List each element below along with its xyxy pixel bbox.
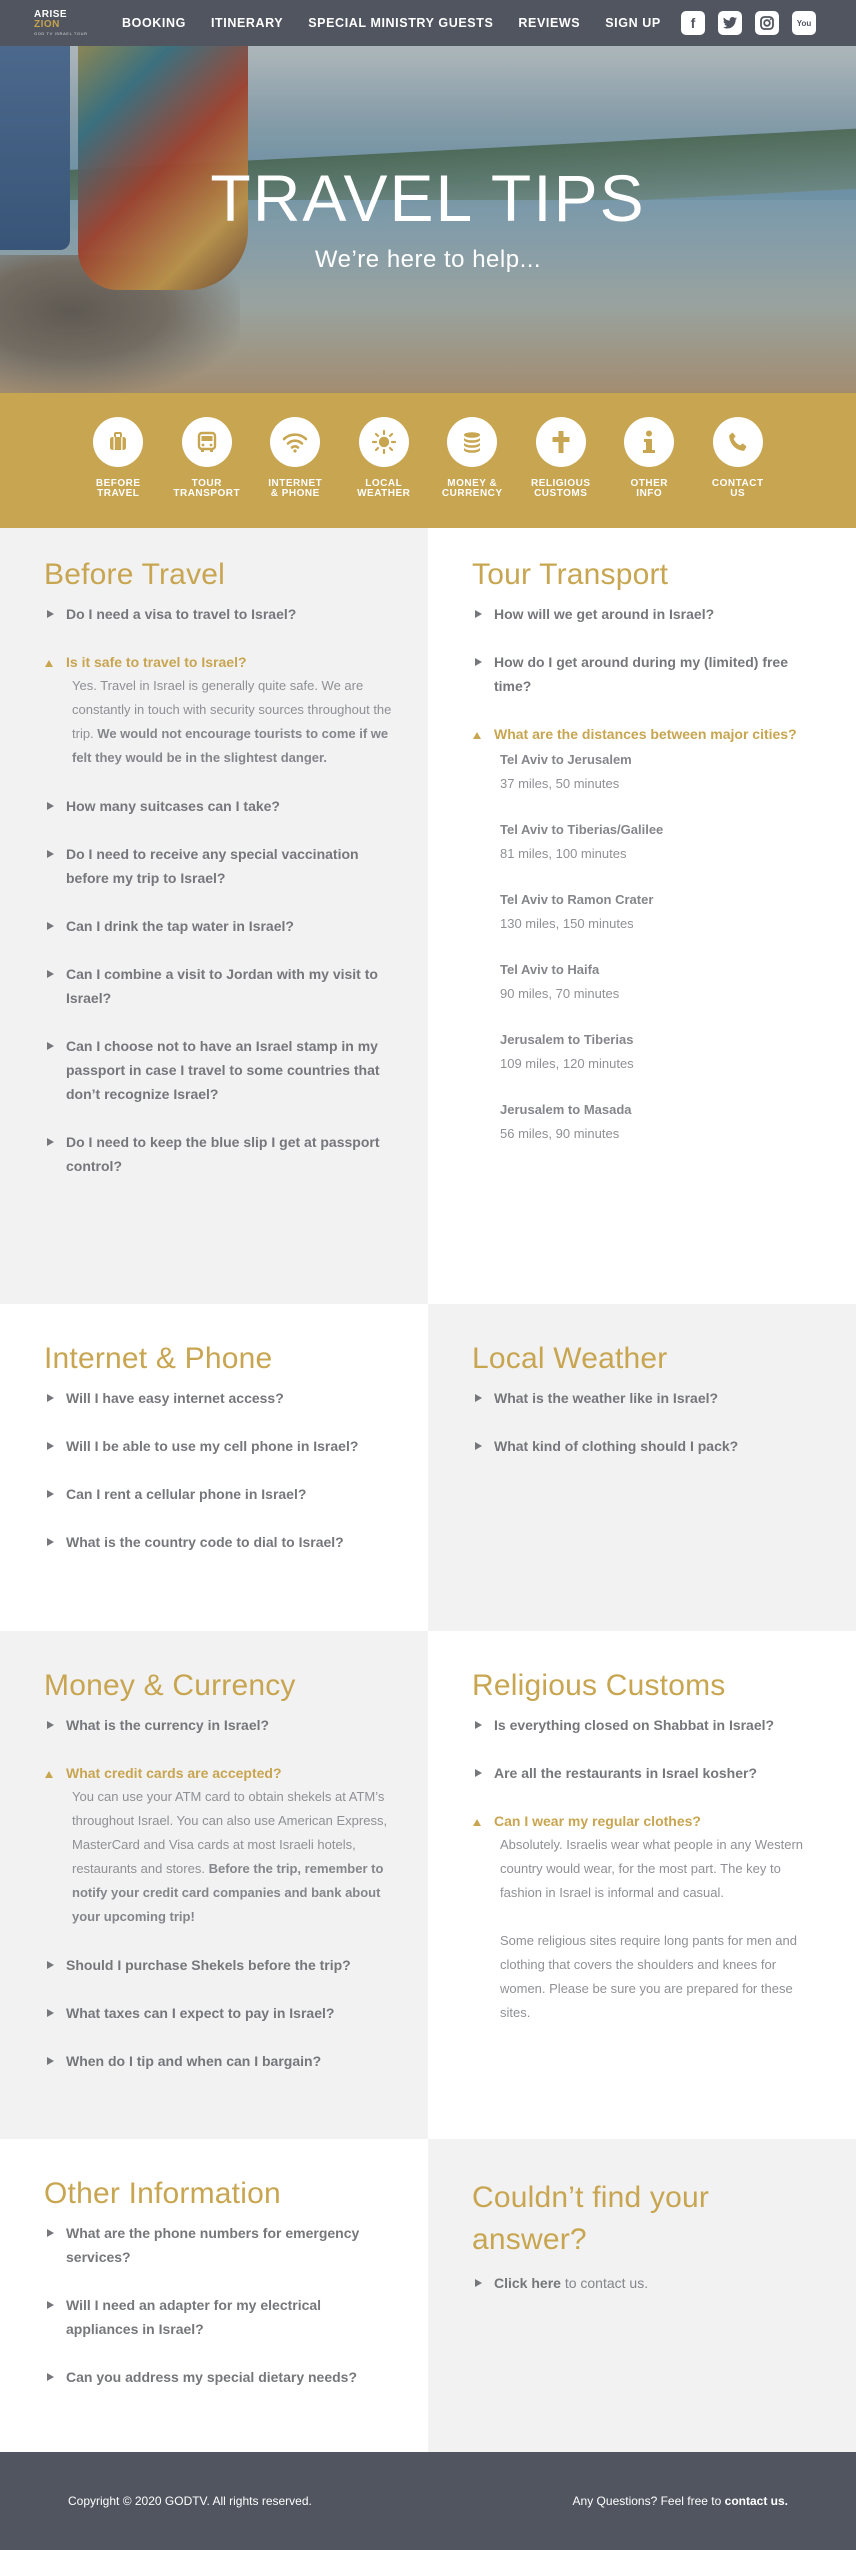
distance-route: Tel Aviv to Jerusalem xyxy=(500,752,632,767)
faq-answer: Some religious sites require long pants for men and clothing that covers the shoulders and knees for women. Please be sure you are prepared for these sites. xyxy=(500,1933,797,2020)
section-religious-customs xyxy=(428,1631,856,2139)
distance-value: 130 miles, 150 minutes xyxy=(500,916,634,931)
category-label-line1: RELIGIOUS xyxy=(530,478,591,489)
distance-item xyxy=(472,818,820,866)
section-title: Religious Customs xyxy=(472,1669,726,1702)
category-icon-bar xyxy=(0,393,856,528)
contact-prompt-text: to contact us. xyxy=(560,2275,649,2291)
category-local-weather[interactable] xyxy=(340,417,429,528)
distance-route: Tel Aviv to Ramon Crater xyxy=(500,892,654,907)
faq-question[interactable]: What is the currency in Israel? xyxy=(44,1713,392,1737)
section-title: Other Information xyxy=(44,2177,281,2210)
category-label-line1: LOCAL xyxy=(365,478,403,489)
faq-question[interactable]: How do I get around during my (limited) free time? xyxy=(472,650,820,698)
category-label-line1: INTERNET xyxy=(268,478,323,489)
youtube-icon[interactable]: You xyxy=(792,11,816,35)
faq-answer-bold: We would not encourage tourists to come if we felt they would be in the slightest danger. xyxy=(72,726,389,765)
faq-question[interactable]: Should I purchase Shekels before the trip? xyxy=(44,1953,392,1977)
logo-sub: GOD TV ISRAEL TOUR xyxy=(34,31,88,36)
click-here-link[interactable]: Click here xyxy=(494,2275,561,2291)
faq-answer-bold: Before the trip, remember to notify your credit card companies and bank about your upcoming trip! xyxy=(72,1861,384,1924)
faq-question[interactable]: Can I combine a visit to Jordan with my visit to Israel? xyxy=(44,962,392,1010)
faq-question[interactable]: What taxes can I expect to pay in Israel? xyxy=(44,2001,392,2025)
nav-special-ministry-guests[interactable]: SPECIAL MINISTRY GUESTS xyxy=(308,16,494,30)
section-not-found xyxy=(428,2139,856,2452)
faq-question[interactable]: Can you address my special dietary needs? xyxy=(44,2365,392,2389)
section-title: Internet & Phone xyxy=(44,1342,273,1375)
category-label-line2: INFO xyxy=(636,488,663,499)
faq-question[interactable]: What is the country code to dial to Israel? xyxy=(44,1530,392,1554)
faq-question-open[interactable]: Is it safe to travel to Israel? xyxy=(44,650,392,674)
nav-sign-up[interactable]: SIGN UP xyxy=(605,16,661,30)
category-before-travel[interactable] xyxy=(74,417,163,528)
phone-icon xyxy=(713,417,763,467)
category-religious-customs[interactable] xyxy=(517,417,606,528)
category-label-line2: TRANSPORT xyxy=(173,488,241,499)
faq-question[interactable]: Do I need to keep the blue slip I get at passport control? xyxy=(44,1130,392,1178)
logo-word: ZION xyxy=(34,19,60,30)
category-label-line2: CUSTOMS xyxy=(534,488,588,499)
bus-icon xyxy=(182,417,232,467)
suitcase-icon xyxy=(93,417,143,467)
wifi-icon xyxy=(270,417,320,467)
faq-answer xyxy=(44,1785,392,1929)
cross-icon xyxy=(536,417,586,467)
section-tour-transport xyxy=(428,528,856,1304)
section-local-weather xyxy=(428,1304,856,1631)
section-title: Local Weather xyxy=(472,1342,668,1375)
faq-answer xyxy=(44,674,392,770)
nav-booking[interactable]: BOOKING xyxy=(122,16,186,30)
coins-icon xyxy=(447,417,497,467)
info-icon xyxy=(624,417,674,467)
top-nav xyxy=(0,0,856,46)
distance-value: 56 miles, 90 minutes xyxy=(500,1126,620,1141)
section-title: Money & Currency xyxy=(44,1669,296,1702)
distance-item xyxy=(472,748,820,796)
main-menu xyxy=(122,16,686,30)
faq-question[interactable]: When do I tip and when can I bargain? xyxy=(44,2049,392,2073)
faq-answer-text: Yes. Travel in Israel is generally quite safe. We are constantly in touch with security sources throughout the trip. xyxy=(72,678,392,741)
faq-question[interactable]: Will I need an adapter for my electrical appliances in Israel? xyxy=(44,2293,392,2341)
section-before-travel xyxy=(0,528,428,1304)
distance-value: 90 miles, 70 minutes xyxy=(500,986,620,1001)
distance-value: 109 miles, 120 minutes xyxy=(500,1056,634,1071)
faq-question[interactable]: Will I have easy internet access? xyxy=(44,1386,392,1410)
faq-question[interactable]: Can I choose not to have an Israel stamp in my passport in case I travel to some countries that don’t recognize Israel? xyxy=(44,1034,392,1106)
faq-answer-text: You can use your ATM card to obtain shekels at ATM’s throughout Israel. You can also use American Express, MasterCard and Visa cards at most Israeli hotels, restaurants and stores. xyxy=(72,1789,388,1876)
category-label-line1: CONTACT xyxy=(711,478,764,489)
facebook-icon[interactable]: f xyxy=(681,11,705,35)
faq-question[interactable]: What kind of clothing should I pack? xyxy=(472,1434,820,1458)
distance-item xyxy=(472,888,820,936)
distance-value: 37 miles, 50 minutes xyxy=(500,776,620,791)
faq-question[interactable]: How will we get around in Israel? xyxy=(472,602,820,626)
hero-subtitle: We’re here to help... xyxy=(314,246,542,273)
faq-question[interactable]: Are all the restaurants in Israel kosher? xyxy=(472,1761,820,1785)
faq-question[interactable]: Can I rent a cellular phone in Israel? xyxy=(44,1482,392,1506)
category-other-info[interactable] xyxy=(605,417,694,528)
site-logo[interactable] xyxy=(34,10,106,36)
footer xyxy=(0,2452,856,2550)
distance-item xyxy=(472,958,820,1006)
section-title: Tour Transport xyxy=(472,558,669,591)
category-label-line2: WEATHER xyxy=(357,488,411,499)
faq-question[interactable]: Do I need a visa to travel to Israel? xyxy=(44,602,392,626)
category-label-line1: MONEY & xyxy=(447,478,498,489)
faq-question[interactable]: Is everything closed on Shabbat in Israel? xyxy=(472,1713,820,1737)
social-links xyxy=(681,11,816,35)
nav-reviews[interactable]: REVIEWS xyxy=(518,16,581,30)
distance-route: Tel Aviv to Haifa xyxy=(500,962,600,977)
section-title: Couldn’t find your answer? xyxy=(472,2181,710,2256)
distance-item xyxy=(472,1028,820,1076)
faq-question-open[interactable]: What are the distances between major cities? xyxy=(472,722,820,746)
faq-question[interactable]: How many suitcases can I take? xyxy=(44,794,392,818)
twitter-icon[interactable] xyxy=(718,11,742,35)
faq-question[interactable]: Do I need to receive any special vaccination before my trip to Israel? xyxy=(44,842,392,890)
contact-prompt xyxy=(472,2271,820,2295)
category-label-line1: TOUR xyxy=(191,478,222,489)
faq-question[interactable]: What is the weather like in Israel? xyxy=(472,1386,820,1410)
instagram-icon[interactable] xyxy=(755,11,779,35)
category-label-line2: CURRENCY xyxy=(441,488,503,499)
distance-item xyxy=(472,1098,820,1146)
category-label-line1: BEFORE xyxy=(95,478,141,489)
faq-question[interactable]: What are the phone numbers for emergency services? xyxy=(44,2221,392,2269)
distance-value: 81 miles, 100 minutes xyxy=(500,846,627,861)
category-label-line1: OTHER xyxy=(630,478,668,489)
distance-route: Jerusalem to Tiberias xyxy=(500,1032,634,1047)
section-internet-phone xyxy=(0,1304,428,1631)
faq-question[interactable]: Will I be able to use my cell phone in Israel? xyxy=(44,1434,392,1458)
faq-question-open[interactable]: Can I wear my regular clothes? xyxy=(472,1809,820,1833)
copyright-text: Copyright © 2020 GODTV. All rights reserved. xyxy=(68,2494,312,2508)
section-other-information xyxy=(0,2139,428,2452)
footer-contact-link[interactable]: contact us. xyxy=(724,2494,788,2508)
footer-question-text: Any Questions? Feel free to xyxy=(572,2494,725,2508)
distance-route: Tel Aviv to Tiberias/Galilee xyxy=(500,822,664,837)
section-title: Before Travel xyxy=(44,558,226,591)
category-tour-transport[interactable] xyxy=(163,417,252,528)
faq-answer: Absolutely. Israelis wear what people in any Western country would wear, for the most part. The key to fashion in Israel is informal and casual. xyxy=(500,1837,804,1900)
category-contact-us[interactable] xyxy=(694,417,783,528)
sun-icon xyxy=(359,417,409,467)
category-label-line2: & PHONE xyxy=(270,488,320,499)
section-money-currency xyxy=(0,1631,428,2139)
faq-question[interactable]: Can I drink the tap water in Israel? xyxy=(44,914,392,938)
footer-question xyxy=(573,2494,788,2508)
category-label-line2: TRAVEL xyxy=(97,488,140,499)
hero-banner xyxy=(0,0,856,393)
nav-itinerary[interactable]: ITINERARY xyxy=(210,16,284,30)
category-money-currency[interactable] xyxy=(428,417,517,528)
distance-route: Jerusalem to Masada xyxy=(500,1102,632,1117)
hero-title: TRAVEL TIPS xyxy=(210,161,646,235)
category-label-line2: US xyxy=(730,488,746,499)
logo-top-text: ARISE xyxy=(34,9,68,20)
category-internet-phone[interactable] xyxy=(251,417,340,528)
faq-question-open[interactable]: What credit cards are accepted? xyxy=(44,1761,392,1785)
